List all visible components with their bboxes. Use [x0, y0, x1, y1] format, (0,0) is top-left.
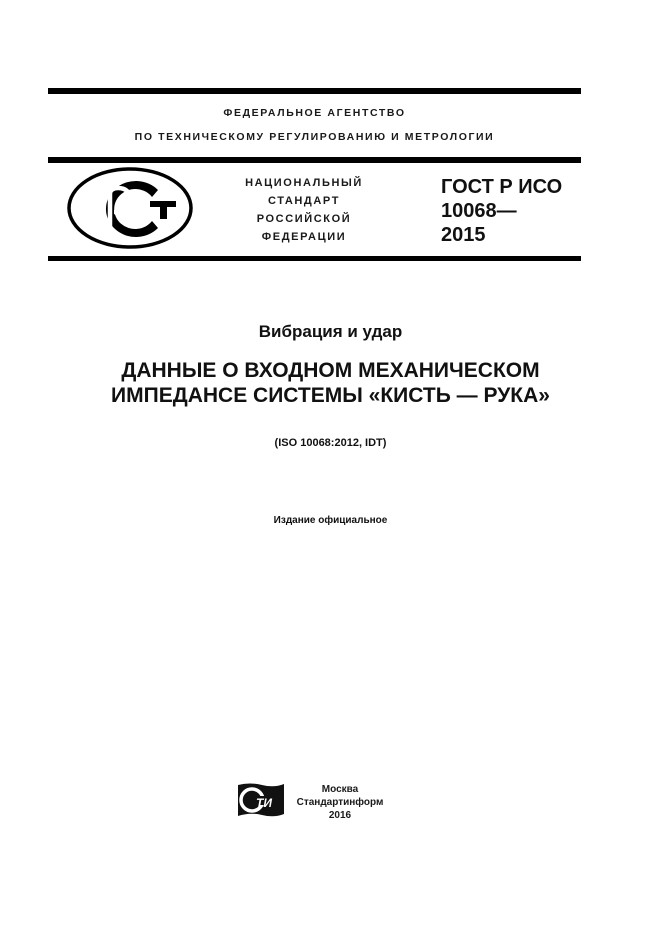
svg-text:ТИ: ТИ — [256, 796, 272, 810]
document-title-line: ДАННЫЕ О ВХОДНОМ МЕХАНИЧЕСКОМ — [121, 359, 540, 382]
national-standard-line: ФЕДЕРАЦИИ — [261, 231, 347, 243]
national-standard-line: НАЦИОНАЛЬНЫЙ — [245, 177, 363, 189]
top-divider — [48, 88, 581, 94]
publisher-city: Москва — [321, 784, 359, 795]
publisher-info — [290, 783, 390, 822]
iso-reference: (ISO 10068:2012, IDT) — [274, 437, 387, 449]
national-standard-line: СТАНДАРТ — [267, 195, 341, 207]
standartinform-logo-icon — [236, 782, 286, 820]
document-title-line: ИМПЕДАНСЕ СИСТЕМЫ «КИСТЬ — РУКА» — [111, 384, 550, 407]
header-divider — [48, 157, 581, 163]
edition-label: Издание официальное — [273, 515, 388, 526]
document-title — [0, 358, 661, 408]
designation-line: 2015 — [441, 224, 486, 246]
gost-logo-icon — [66, 166, 194, 250]
document-subtitle: Вибрация и удар — [258, 322, 403, 341]
national-standard-label — [224, 174, 384, 246]
designation-line: 10068— — [441, 200, 517, 222]
national-standard-line: РОССИЙСКОЙ — [256, 213, 352, 225]
standard-designation — [441, 175, 562, 247]
standard-block-divider — [48, 256, 581, 261]
designation-line: ГОСТ Р ИСО — [441, 176, 563, 198]
publication-year: 2016 — [328, 810, 352, 821]
agency-name-line-2: ПО ТЕХНИЧЕСКОМУ РЕГУЛИРОВАНИЮ И МЕТРОЛОГИИ — [134, 131, 495, 143]
publisher-name: Стандартинформ — [296, 797, 384, 808]
agency-name-line-1: ФЕДЕРАЛЬНОЕ АГЕНТСТВО — [223, 107, 406, 119]
